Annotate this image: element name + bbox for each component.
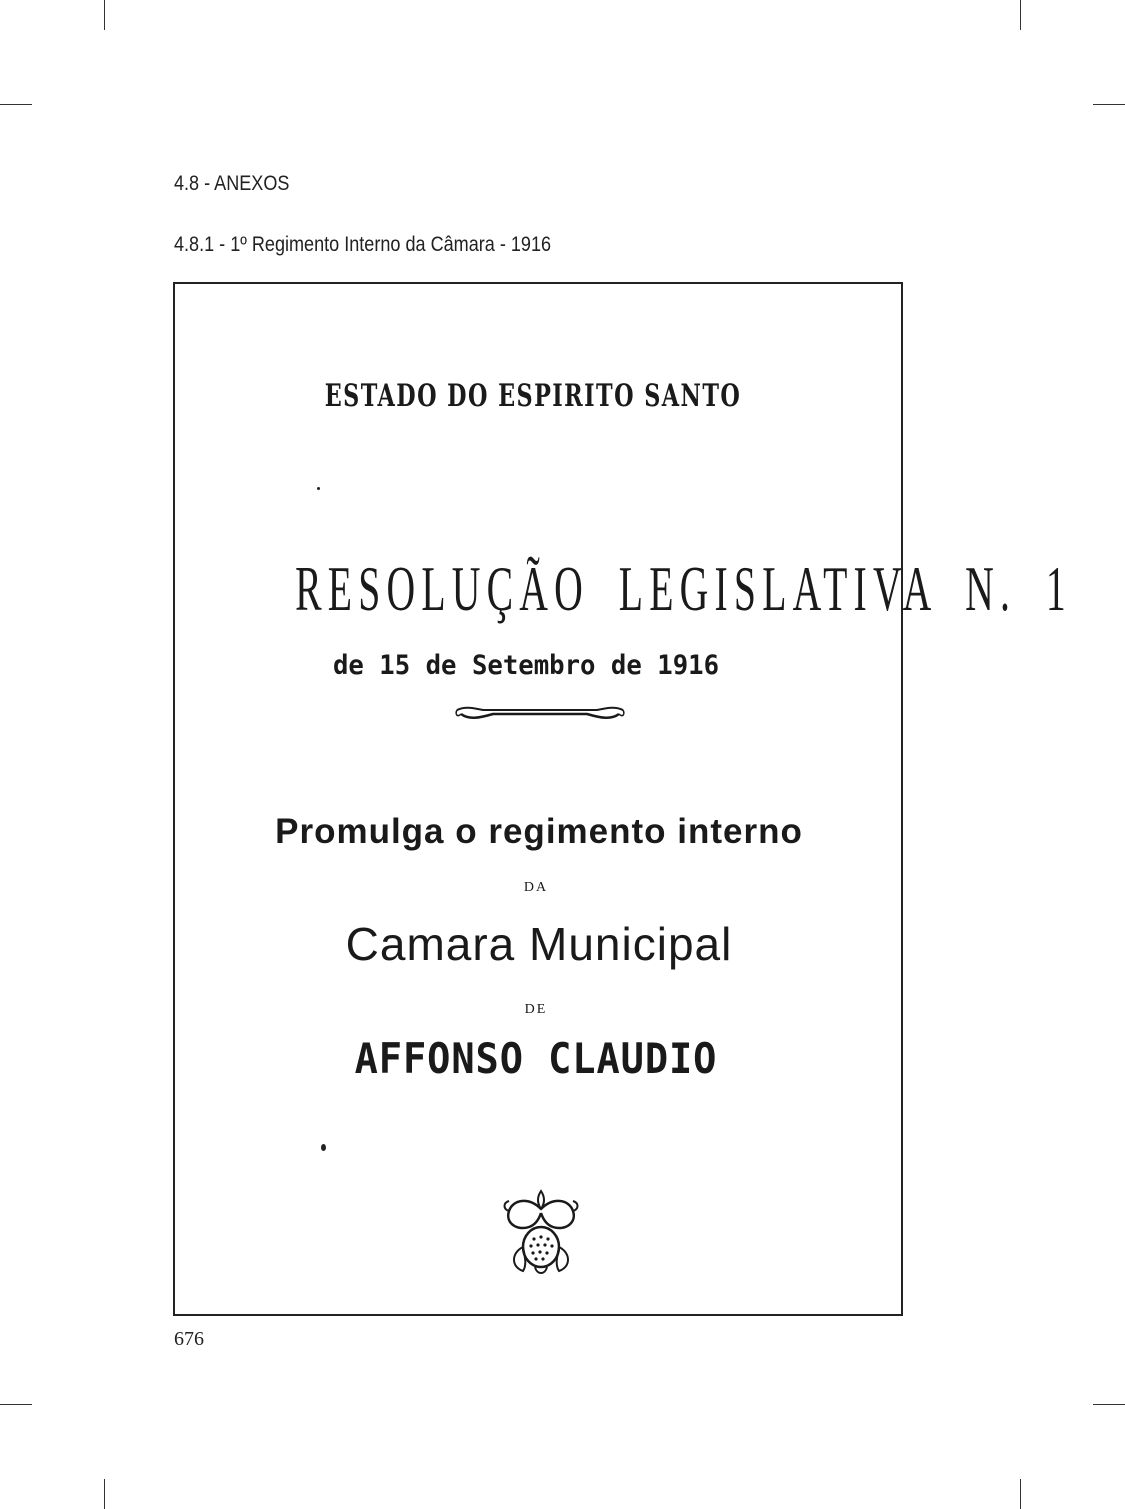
document-city-name: AFFONSO CLAUDIO [354,1034,718,1083]
crop-mark-left-top [0,104,32,105]
speck-mark [321,1144,326,1151]
document-promulga-text: Promulga o regimento interno [275,812,803,851]
document-da-text: DA [523,880,549,895]
crop-mark-right-top [1093,104,1125,105]
subsection-title: 4.8.1 - 1º Regimento Interno da Câmara - 1916 [174,233,552,256]
scanned-document-frame [173,282,1072,1316]
floral-emblem-icon [501,1187,581,1279]
decorative-scroll-ornament-icon [453,704,627,724]
crop-mark-top-left [104,0,105,30]
document-date: de 15 de Setembro de 1916 [332,650,720,681]
crop-mark-left-bottom [0,1404,32,1405]
crop-mark-right-bottom [1093,1404,1125,1405]
crop-mark-top-right [1020,0,1021,30]
document-state-heading: ESTADO DO ESPIRITO SANTO [324,378,742,414]
speck-mark [317,487,320,490]
document-camara-text: Camara Municipal [345,918,733,970]
crop-mark-bottom-right [1020,1479,1021,1509]
page-number: 676 [174,1328,204,1350]
section-title: 4.8 - ANEXOS [174,172,290,195]
crop-mark-bottom-left [104,1479,105,1509]
document-resolution-title: RESOLUÇÃO LEGISLATIVA N. 1 [295,553,1072,624]
document-de-text: DE [524,1002,548,1017]
